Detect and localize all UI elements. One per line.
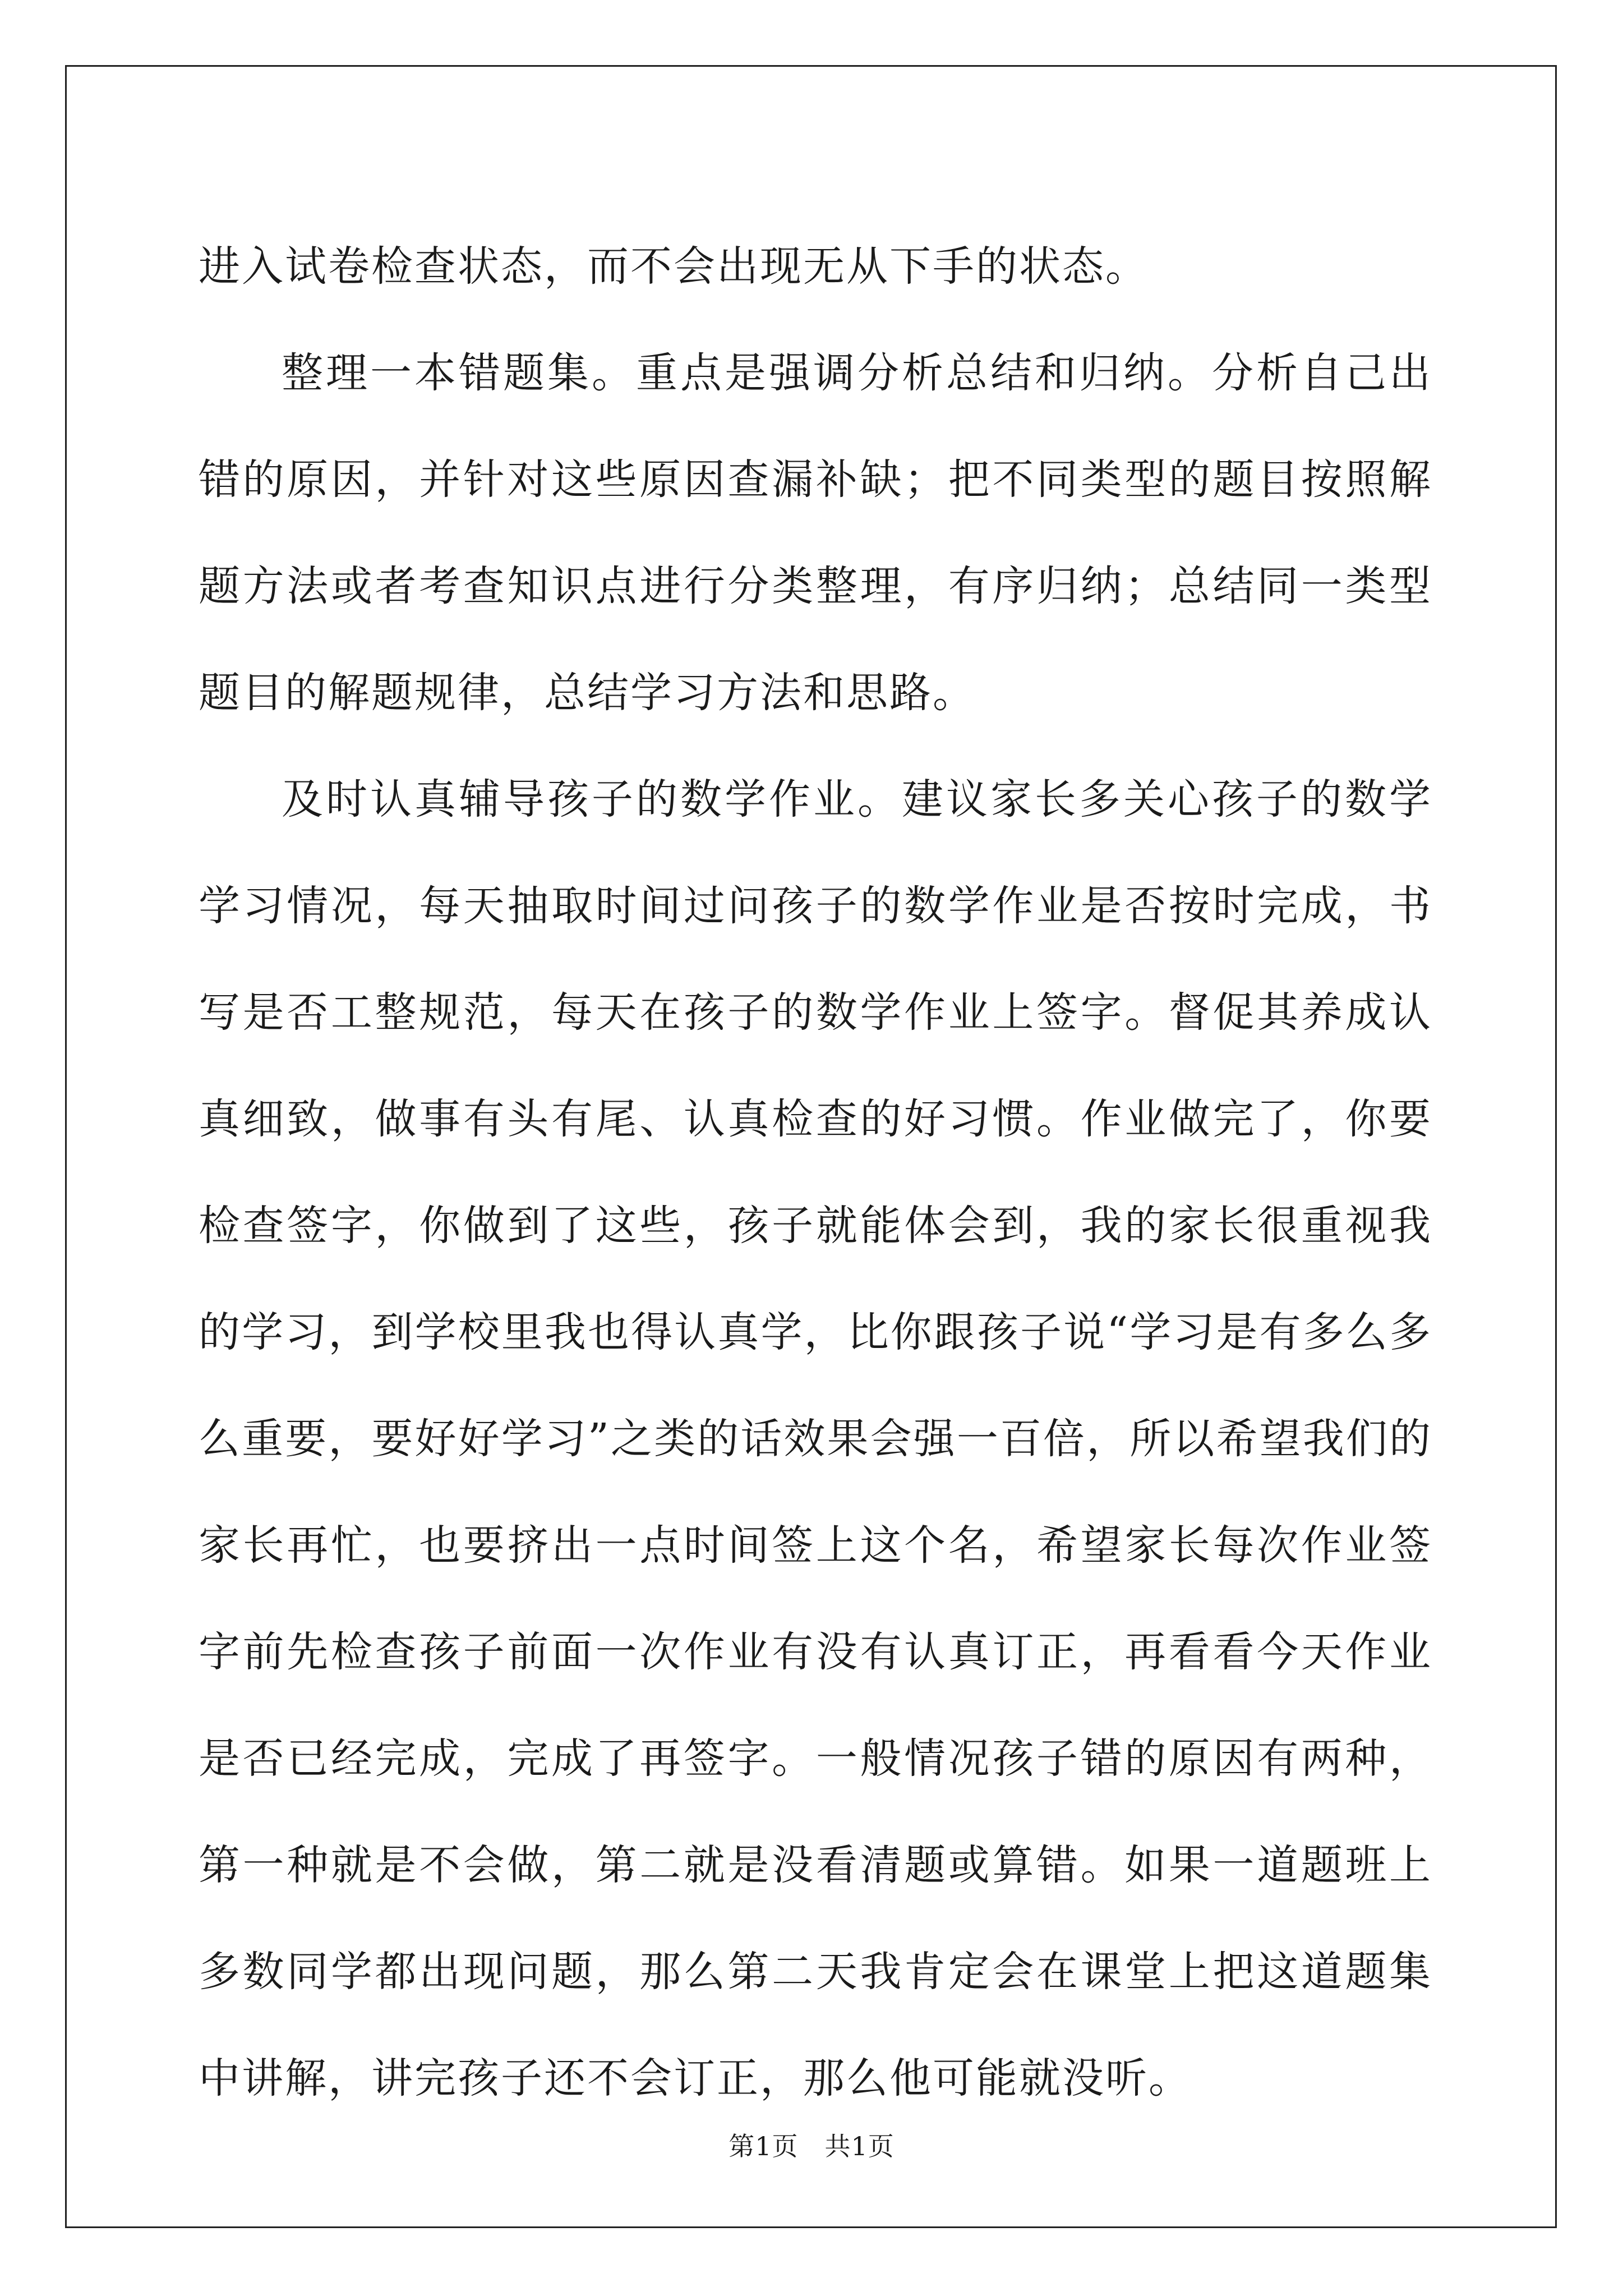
page-number: 第1页 共1页 — [728, 2131, 895, 2161]
paragraph-2: 整理一本错题集。重点是强调分析总结和归纳。分析自己出错的原因，并针对这些原因查漏补缺；把不同类型的题目按照解题方法或者考查知识点进行分类整理，有序归纳；总结同一类型题目的解题规律，总结学习方法和思路。 — [199, 349, 1432, 717]
paragraph-3: 及时认真辅导孩子的数学作业。建议家长多关心孩子的数学学习情况，每天抽取时间过问孩子的数学作业是否按时完成，书写是否工整规范，每天在孩子的数学作业上签字。督促其养成认真细致，做事有头有尾、认真检查的好习惯。作业做完了，你要检查签字，你做到了这些，孩子就能体会到，我的家长很重视我的学习，到学校里我也得认真学，比你跟孩子说“学习是有多么多么重要，要好好学习”之类的话效果会强一百倍，所以希望我们的家长再忙，也要挤出一点时间签上这个名，希望家长每次作业签字前先检查孩子前面一次作业有没有认真订正，再看看今天作业是否已经完成，完成了再签字。一般情况孩子错的原因有两种，第一种就是不会做，第二就是没看清题或算错。如果一道题班上多数同学都出现问题，那么第二天我肯定会在课堂上把这道题集中讲解，讲完孩子还不会订正，那么他可能就没听。 — [199, 775, 1432, 2102]
document-body — [199, 213, 1432, 2132]
paragraph-1: 进入试卷检查状态，而不会出现无从下手的状态。 — [199, 242, 1149, 291]
